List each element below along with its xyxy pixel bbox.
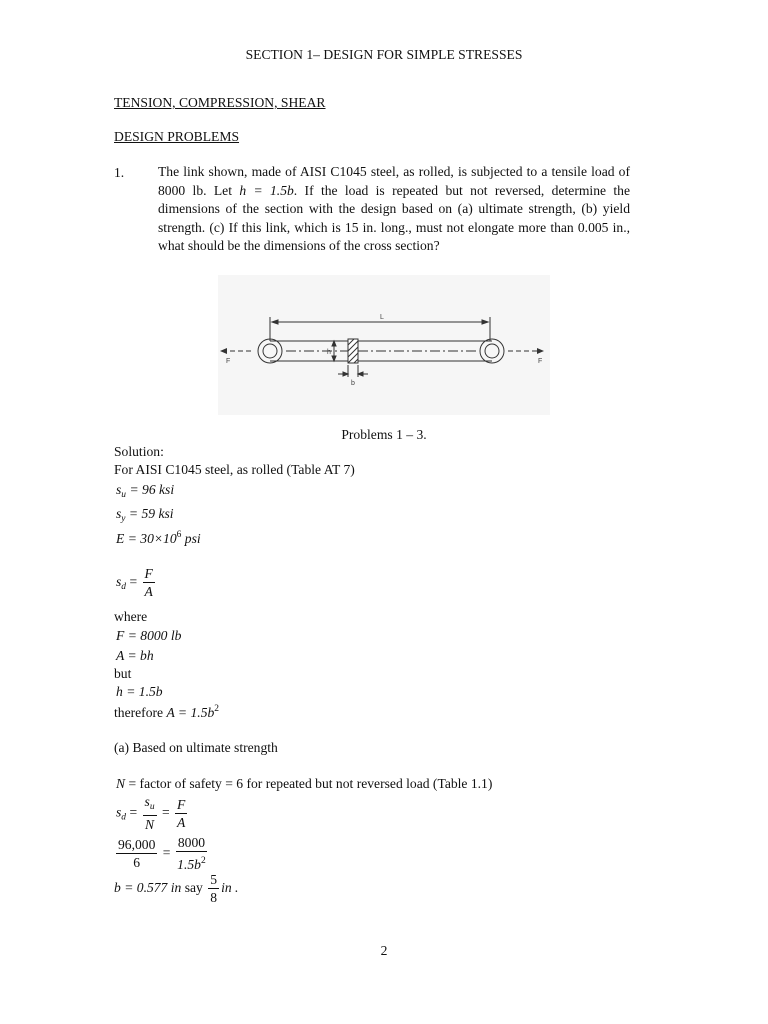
section-title: SECTION 1– DESIGN FOR SIMPLE STRESSES <box>245 47 523 62</box>
A-equation: A = bh <box>116 648 154 663</box>
sd-definition: $s_d$ = $\frac{F}{A}$ <box>116 566 153 599</box>
E-equation: $E = 30\times 10^6$ psi <box>116 530 201 546</box>
where-label: where <box>114 609 148 624</box>
part-a-heading: (a) Based on ultimate strength <box>114 740 278 755</box>
arrowhead <box>272 320 278 324</box>
right-eye-inner <box>485 344 499 358</box>
problem-text-b: . If the load is repeated but not reversed, determine the dimensions of the section with the design based on (a) ultimate strength, (b) yield strength. (c) If this link, which is 15 in. long., must not elongate more than 0.005 in., what should be the dimensions of the cross section? <box>158 182 630 253</box>
base-label: b <box>351 380 355 387</box>
sy-equation: $s_y = 59$ ksi <box>116 506 174 524</box>
left-eye-outer <box>258 339 282 363</box>
link-figure <box>218 275 550 415</box>
problem-number: 1. <box>114 165 125 180</box>
arrowhead <box>482 320 488 324</box>
problem-text-a: The link shown, made of AISI C1045 steel, as rolled, is subjected to a tensile load of 8000 lb. Let <box>158 164 630 198</box>
left-eye-inner <box>263 344 277 358</box>
therefore-line: therefore $A = 1.5b^2$ <box>114 704 220 720</box>
left-force-label: F <box>226 358 231 365</box>
sd-ratio-equation: $s_d$ = $\frac{s_u}{N}$ = $\frac{F}{A}$ <box>116 794 186 832</box>
h-equation: h = 1.5b <box>116 684 163 699</box>
length-label: L <box>380 314 384 321</box>
height-label: h <box>327 349 331 356</box>
left-force-arrow <box>220 348 227 354</box>
F-equation: F = 8000 lb <box>116 628 182 643</box>
su-equation: $s_u = 96$ ksi <box>116 482 175 500</box>
but-label: but <box>114 666 132 681</box>
right-force-arrow <box>537 348 544 354</box>
figure-caption: Problems 1 – 3. <box>341 427 427 442</box>
solution-intro: For AISI C1045 steel, as rolled (Table AT 7) <box>114 462 355 477</box>
numeric-equation: $\frac{96,000}{6}$ = $\frac{8000}{1.5b^2}$ <box>118 835 206 872</box>
right-eye-outer <box>480 339 504 363</box>
problem-text <box>158 163 630 256</box>
b-result: b = 0.577 in say $\frac{5}{8}$ in . <box>114 872 239 905</box>
link-diagram <box>218 275 550 415</box>
right-force-label: F <box>538 358 543 365</box>
topic-heading: TENSION, COMPRESSION, SHEAR <box>114 95 326 110</box>
page-number: 2 <box>380 943 388 958</box>
N-line: N = factor of safety = 6 for repeated but not reversed load (Table 1.1) <box>116 776 493 791</box>
solution-heading: Solution: <box>114 444 164 459</box>
subtopic-heading: DESIGN PROBLEMS <box>114 129 240 144</box>
problem-h-equation: h = 1.5b <box>239 182 294 198</box>
